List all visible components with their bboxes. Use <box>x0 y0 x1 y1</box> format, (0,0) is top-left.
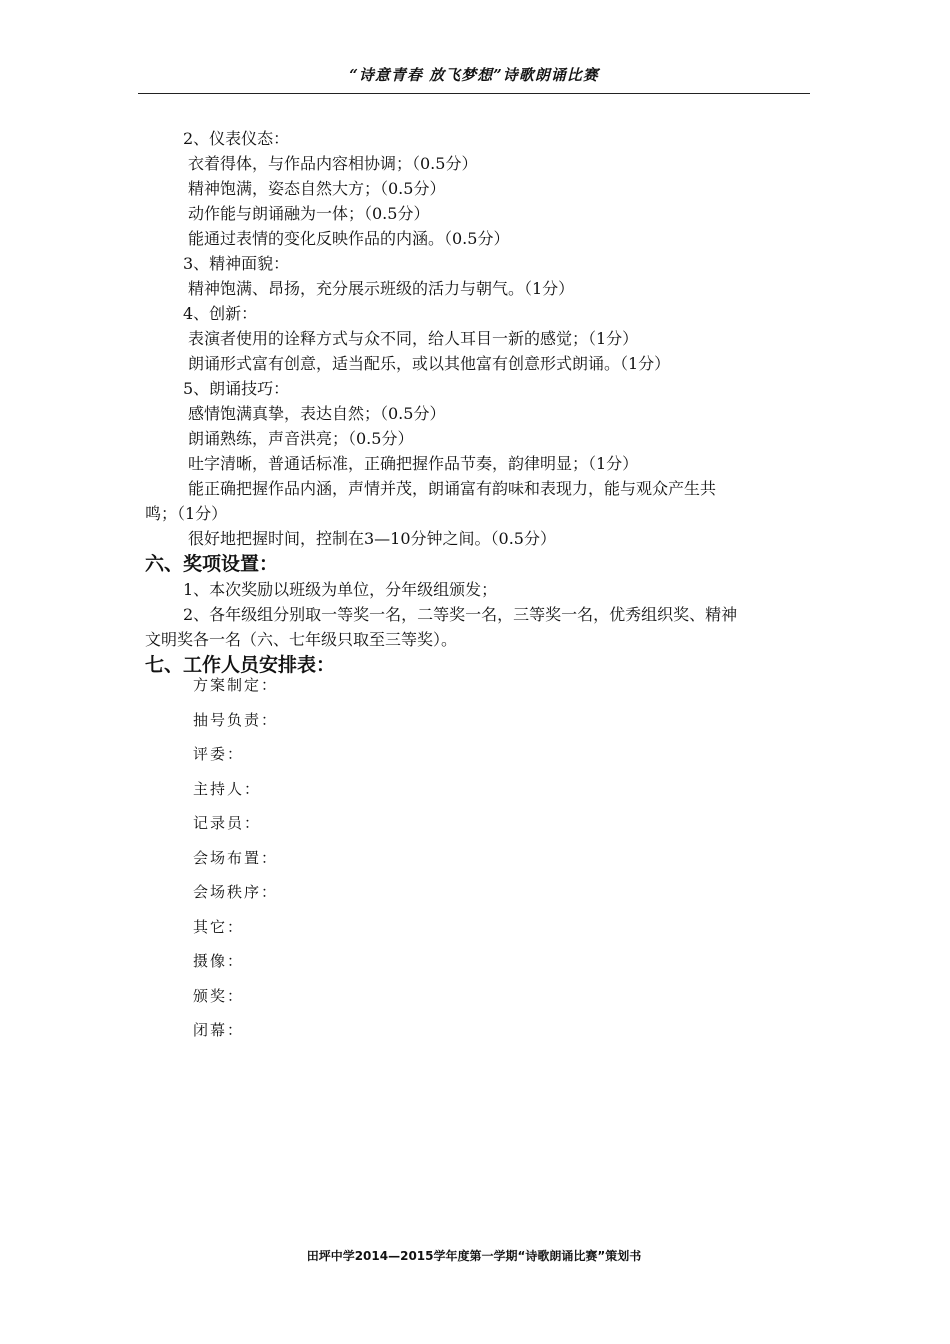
staff-role-camera: 摄像： <box>193 952 245 970</box>
criterion-item: 能通过表情的变化反映作品的内涵。（0.5分） <box>188 229 510 248</box>
criterion-item: 吐字清晰，普通话标准，正确把握作品节奏，韵律明显；（1分） <box>188 454 639 473</box>
staff-role-host: 主持人： <box>193 779 262 798</box>
criterion-innovation-title: 4、创新： <box>183 304 258 323</box>
criterion-item: 感情饱满真挚，表达自然；（0.5分） <box>188 404 446 423</box>
criterion-item: 精神饱满，姿态自然大方；（0.5分） <box>188 179 446 198</box>
header-divider <box>138 93 810 94</box>
staff-role-judges: 评委： <box>193 745 245 763</box>
page-header-title: “诗意青春 放飞梦想”诗歌朗诵比赛 <box>349 66 599 84</box>
criterion-item: 衣着得体，与作品内容相协调；（0.5分） <box>188 154 478 173</box>
criterion-item: 朗诵形式富有创意，适当配乐，或以其他富有创意形式朗诵。（1分） <box>188 354 671 373</box>
page-footer: 田坪中学2014—2015学年度第一学期“诗歌朗诵比赛”策划书 <box>306 1249 642 1263</box>
staff-role-venue-order: 会场秩序： <box>193 883 279 901</box>
staff-role-awards: 颁奖： <box>193 986 245 1005</box>
staff-list <box>193 672 278 1052</box>
awards-heading: 六、奖项设置： <box>145 553 279 575</box>
staff-role-plan: 方案制定： <box>193 676 279 694</box>
document-body <box>145 126 810 678</box>
awards-item-2-line1: 2、各年级组分别取一等奖一名，二等奖一名，三等奖一名，优秀组织奖、精神 <box>183 605 738 624</box>
criterion-item: 朗诵熟练，声音洪亮；（0.5分） <box>188 429 414 448</box>
criterion-spirit-title: 3、精神面貌： <box>183 254 290 273</box>
criterion-item: 表演者使用的诠释方式与众不同，给人耳目一新的感觉；（1分） <box>188 329 639 348</box>
staff-role-other: 其它： <box>193 917 245 936</box>
criterion-technique-title: 5、朗诵技巧： <box>183 379 290 398</box>
criterion-item: 动作能与朗诵融为一体；（0.5分） <box>188 204 430 223</box>
criterion-item: 精神饱满、昂扬，充分展示班级的活力与朝气。（1分） <box>188 279 575 298</box>
staff-role-draw: 抽号负责： <box>193 710 279 729</box>
staff-role-venue-setup: 会场布置： <box>193 848 279 867</box>
awards-item-1: 1、本次奖励以班级为单位，分年级组颁发； <box>183 580 498 599</box>
criterion-item: 很好地把握时间，控制在3—10分钟之间。（0.5分） <box>188 529 556 548</box>
staff-role-recorder: 记录员： <box>193 814 262 832</box>
criterion-item-long-line2: 鸣；（1分） <box>145 504 228 523</box>
awards-item-2-line2: 文明奖各一名（六、七年级只取至三等奖）。 <box>145 630 458 649</box>
criterion-item-long-line1: 能正确把握作品内涵，声情并茂，朗诵富有韵味和表现力，能与观众产生共 <box>188 479 717 498</box>
staff-role-closing: 闭幕： <box>193 1021 245 1039</box>
staff-heading: 七、工作人员安排表： <box>145 654 336 676</box>
criterion-appearance-title: 2、仪表仪态： <box>183 129 290 148</box>
